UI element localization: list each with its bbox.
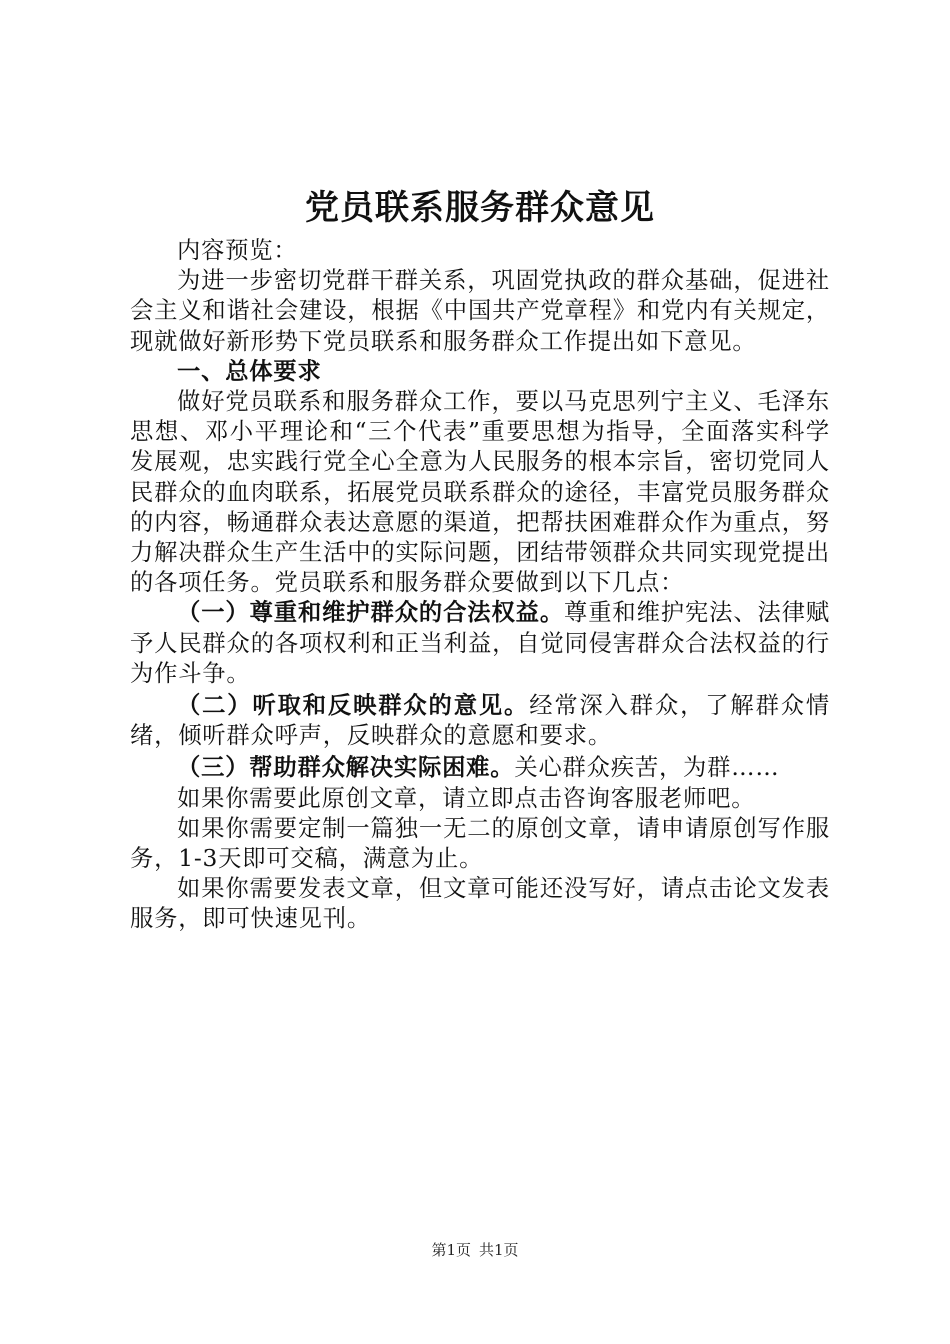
section-body-general-requirements: 做好党员联系和服务群众工作，要以马克思列宁主义、毛泽东思想、邓小平理论和“三个代表”重要思想为指导，全面落实科学发展观，忠实践行党全心全意为人民服务的根本宗旨，密切党同人民群众的血肉联系，拓展党员联系群众的途径，丰富党员服务群众的内容，畅通群众表达意愿的渠道，把帮扶困难群众作为重点，努力解决群众生产生活中的实际问题，团结带领群众共同实现党提出的各项任务。党员联系和服务群众要做到以下几点： [130, 388, 830, 597]
item-paragraph-3 [130, 753, 830, 783]
document-title: 党员联系服务群众意见 [305, 188, 655, 228]
item-paragraph-2 [130, 691, 830, 751]
intro-paragraph: 为进一步密切党群干群关系，巩固党执政的群众基础，促进社会主义和谐社会建设，根据《中国共产党章程》和党内有关规定，现就做好新形势下党员联系和服务群众工作提出如下意见。 [130, 267, 830, 355]
promo-paragraph-consult[interactable]: 如果你需要此原创文章，请立即点击咨询客服老师吧。 [177, 784, 756, 812]
promo-paragraph-custom-writing[interactable]: 如果你需要定制一篇独一无二的原创文章，请申请原创写作服务，1-3天即可交稿，满意为止。 [130, 814, 830, 873]
page-number-current: 第1页 [431, 1241, 471, 1259]
document-page [130, 0, 830, 1344]
document-body [130, 236, 830, 935]
item-text-3: 关心群众疾苦，为群…… [514, 754, 780, 782]
promo-paragraph-publishing[interactable]: 如果你需要发表文章，但文章可能还没写好，请点击论文发表服务，即可快速见刊。 [130, 875, 830, 933]
page-footer [0, 1240, 950, 1260]
item-lead-3: （三）帮助群众解决实际困难。 [177, 754, 515, 782]
item-text-1: 尊重和维护宪法、法律赋予人民群众的各项权利和正当利益，自觉同侵害群众合法权益的行为作斗争。 [130, 599, 830, 687]
preview-label: 内容预览： [177, 237, 298, 264]
page-number-total: 共1页 [479, 1241, 519, 1259]
item-paragraph-1 [130, 598, 830, 689]
item-lead-2: （二）听取和反映群众的意见。 [177, 692, 530, 720]
section-heading-general-requirements: 一、总体要求 [177, 357, 322, 385]
item-lead-1: （一）尊重和维护群众的合法权益。 [177, 599, 565, 627]
item-text-2: 经常深入群众，了解群众情绪，倾听群众呼声，反映群众的意愿和要求。 [130, 692, 830, 750]
